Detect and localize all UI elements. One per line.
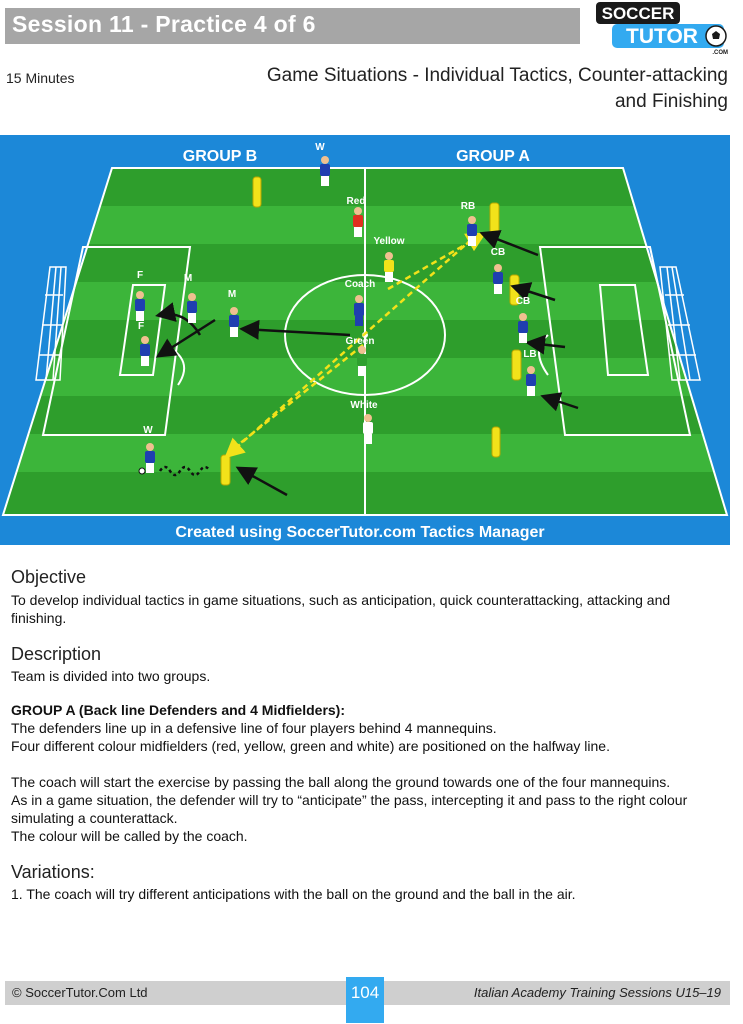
description-line3: The coach will start the exercise by passing the ball along the ground towards one of the four mannequins. [11,774,671,790]
description-line1: The defenders line up in a defensive line of four players behind 4 mannequins. [11,720,497,736]
subtitle-line1: Game Situations - Individual Tactics, Counter-attacking [266,65,728,86]
group-a-heading: GROUP A (Back line Defenders and 4 Midfielders): [11,702,346,718]
page-number: 104 [346,977,384,1023]
label-m1: M [183,273,193,284]
label-cb1: CB [490,247,506,258]
player-rb [467,216,477,246]
label-cb2: CB [515,296,531,307]
ball-icon [139,468,145,474]
objective-heading: Objective [11,567,87,587]
player-white [363,414,373,444]
label-w-top: W [315,142,325,153]
variations-heading: Variations: [11,862,95,882]
player-w-top [320,156,330,186]
soccertutor-logo [588,0,738,56]
player-yellow [384,252,394,282]
description-heading: Description [11,644,102,664]
label-rb: RB [460,201,476,212]
player-w-bottom [145,443,155,473]
label-red: Red [346,196,366,207]
group-b-label: GROUP B [182,148,258,165]
ball-icon [706,26,726,46]
book-title: Italian Academy Training Sessions U15–19 [473,985,721,1000]
label-coach: Coach [344,279,376,290]
player-f2 [140,336,150,366]
label-lb: LB [523,349,537,360]
session-title: Session 11 - Practice 4 of 6 [12,11,316,37]
group-a-label: GROUP A [456,148,530,165]
diagram-credit: Created using SoccerTutor.com Tactics Manager [175,524,545,541]
player-red [353,207,363,237]
label-m2: M [227,289,237,300]
tactics-diagram [0,135,730,545]
description-line4: As in a game situation, the defender will try to “anticipate” the pass, intercepting it and pass to the right colour simulating a counterattack. [11,792,688,826]
player-f1 [135,291,145,321]
duration-label: 15 Minutes [6,70,75,86]
logo-line2: TUTOR [626,25,698,48]
player-green [357,346,367,376]
player-lb [526,366,536,396]
label-white: White [350,400,378,411]
label-f1: F [136,270,144,281]
practice-subtitle [160,63,728,115]
label-yellow: Yellow [373,236,405,247]
logo-line1: SOCCER [601,4,675,23]
description-line2: Four different colour midfielders (red, yellow, green and white) are positioned on the halfway line. [11,738,610,754]
label-f2: F [137,321,145,332]
copyright: © SoccerTutor.Com Ltd [12,985,148,1000]
subtitle-line2: and Finishing [614,91,728,112]
description-line5: The colour will be called by the coach. [11,828,248,844]
player-cb1 [493,264,503,294]
objective-text: To develop individual tactics in game situations, such as anticipation, quick counterattacking, attacking and finishing. [11,592,671,626]
logo-suffix: .COM [712,50,728,56]
variation-item-1: 1. The coach will try different anticipations with the ball on the ground and the ball in the air. [11,886,576,902]
player-coach [354,295,364,326]
player-m1 [187,293,197,323]
player-cb2 [518,313,528,343]
label-w-bottom: W [143,425,153,436]
description-intro: Team is divided into two groups. [11,668,211,684]
label-green: Green [345,336,375,347]
player-m2 [229,307,239,337]
